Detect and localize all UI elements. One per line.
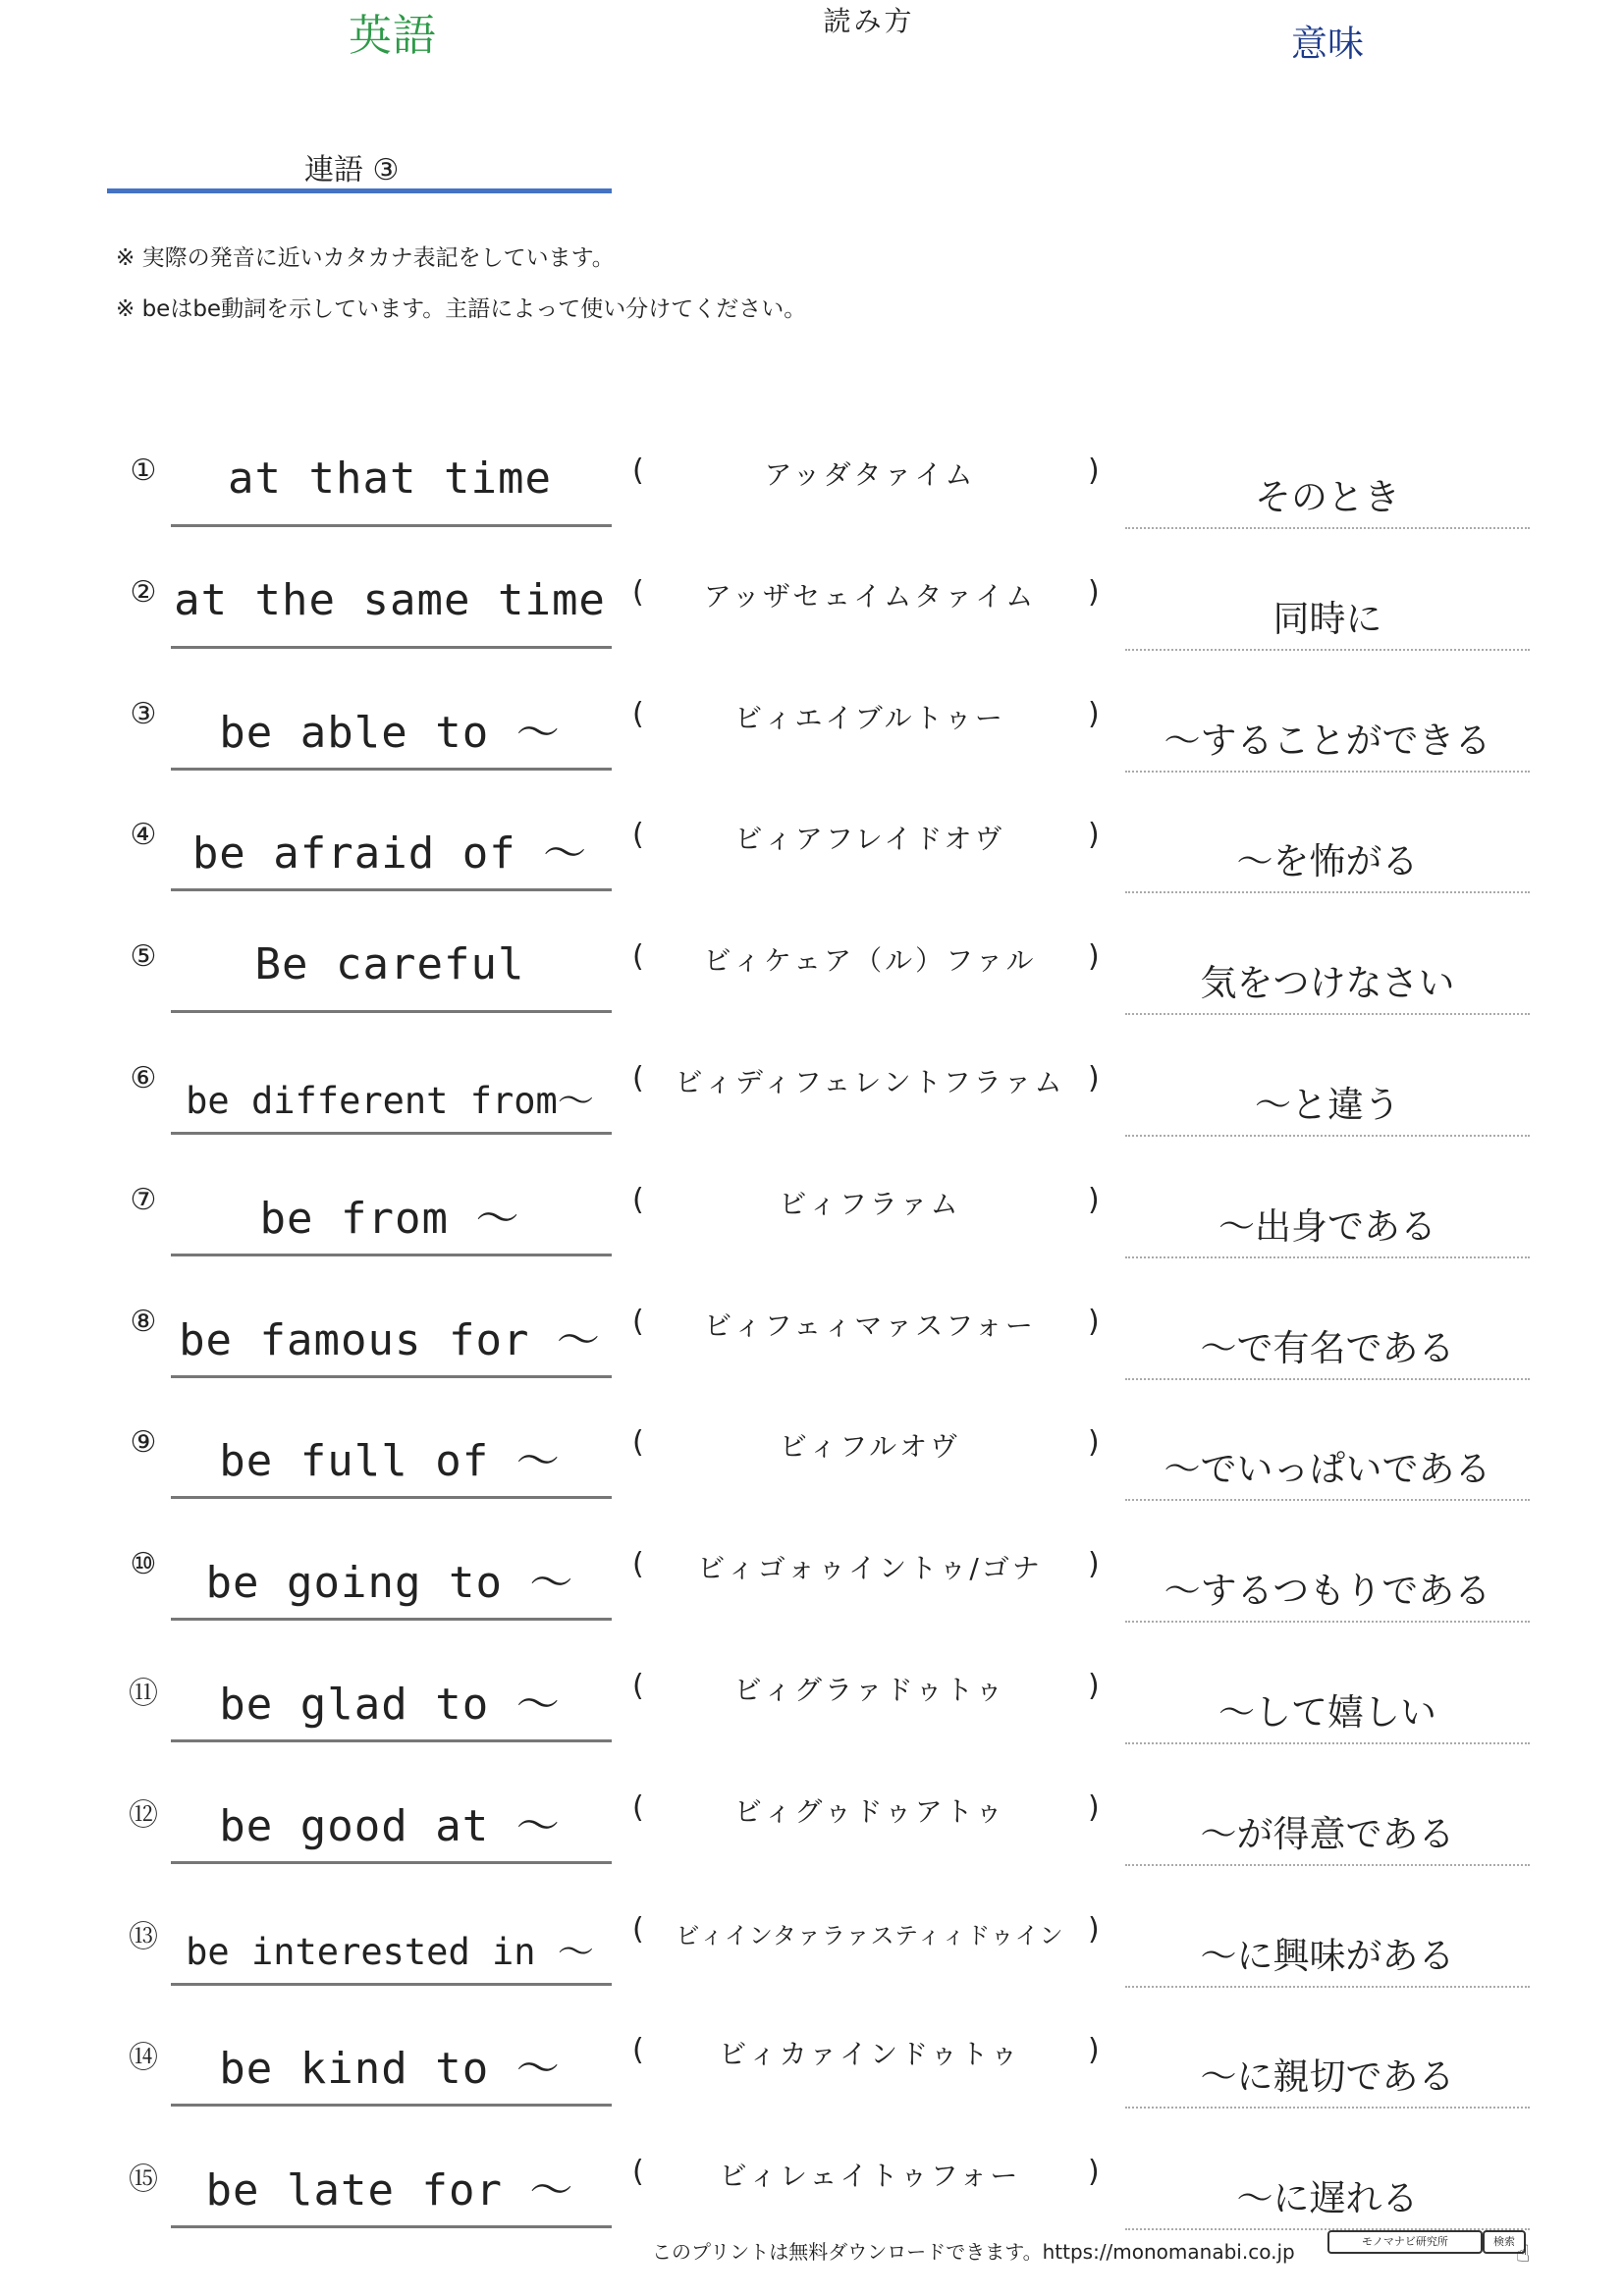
reading-text: ビィフルオヴ xyxy=(779,1430,961,1464)
meaning-dotted-line xyxy=(1125,1013,1530,1015)
open-paren: ( xyxy=(632,939,644,975)
title-underline xyxy=(107,188,612,193)
reading-text: ビィフェィマァスフォー xyxy=(704,1308,1036,1342)
english-underline xyxy=(171,1010,612,1013)
reading-text: ビィグゥドゥアトゥ xyxy=(733,1794,1006,1828)
meaning-dotted-line xyxy=(1125,2107,1530,2109)
meaning-dotted-line xyxy=(1125,1986,1530,1988)
english-underline xyxy=(171,1861,612,1864)
close-paren: ) xyxy=(1088,1182,1100,1217)
close-paren: ) xyxy=(1088,818,1100,853)
english-underline xyxy=(171,2225,612,2228)
hand-cursor-icon: ☝ xyxy=(1516,2240,1531,2268)
meaning-dotted-line xyxy=(1125,1864,1530,1866)
meaning-text: ～で有名である xyxy=(1200,1326,1455,1369)
vocab-row xyxy=(0,1912,1624,2034)
page-title: 連語 ③ xyxy=(304,153,400,187)
search-box: モノマナビ研究所 xyxy=(1327,2230,1483,2254)
english-phrase: be good at ～ xyxy=(219,1800,561,1851)
meaning-dotted-line xyxy=(1125,1742,1530,1744)
meaning-dotted-line xyxy=(1125,1621,1530,1623)
meaning-dotted-line xyxy=(1125,1378,1530,1380)
english-phrase: be afraid of ～ xyxy=(191,828,588,880)
english-underline xyxy=(171,888,612,891)
close-paren: ) xyxy=(1088,1547,1100,1582)
reading-text: ビィアフレイドオヴ xyxy=(734,823,1005,856)
close-paren: ) xyxy=(1088,696,1100,731)
reading-text: ビィグラァドゥトゥ xyxy=(733,1674,1006,1706)
open-paren: ( xyxy=(632,818,644,853)
row-number: ⑬ xyxy=(129,1919,158,1954)
english-phrase: be full of ～ xyxy=(219,1436,561,1487)
meaning-dotted-line xyxy=(1125,649,1530,651)
english-underline xyxy=(171,646,612,649)
meaning-dotted-line xyxy=(1125,527,1530,529)
row-number: ⑧ xyxy=(130,1304,157,1339)
vocab-row xyxy=(0,697,1624,819)
english-underline xyxy=(171,1983,612,1986)
vocab-row xyxy=(0,1061,1624,1183)
meaning-dotted-line xyxy=(1125,1256,1530,1258)
english-phrase: be late for ～ xyxy=(205,2165,574,2216)
meaning-text: ～出身である xyxy=(1218,1204,1436,1248)
english-phrase: be different from～ xyxy=(186,1080,594,1122)
row-number: ④ xyxy=(130,818,157,853)
row-number: ⑩ xyxy=(130,1547,157,1582)
close-paren: ) xyxy=(1088,574,1100,610)
meaning-text: ～でいっぱいである xyxy=(1164,1448,1491,1491)
open-paren: ( xyxy=(632,1547,644,1582)
english-underline xyxy=(171,1132,612,1135)
english-underline xyxy=(171,2104,612,2107)
meaning-text: そのとき xyxy=(1255,476,1400,518)
open-paren: ( xyxy=(632,1182,644,1217)
header-meaning: 意味 xyxy=(1291,23,1364,65)
reading-text: ビィレェイトゥフォー xyxy=(719,2160,1021,2193)
english-phrase: Be careful xyxy=(254,939,525,990)
meaning-text: 気をつけなさい xyxy=(1200,962,1455,1005)
english-phrase: be glad to ～ xyxy=(219,1680,561,1730)
close-paren: ) xyxy=(1088,1425,1100,1461)
row-number: ⑥ xyxy=(130,1061,157,1095)
close-paren: ) xyxy=(1088,454,1100,488)
vocab-row xyxy=(0,1183,1624,1305)
vocab-row xyxy=(0,1669,1624,1790)
english-phrase: be able to ～ xyxy=(219,707,561,758)
meaning-dotted-line xyxy=(1125,891,1530,893)
open-paren: ( xyxy=(632,1304,644,1339)
open-paren: ( xyxy=(632,2155,644,2190)
row-number: ⑨ xyxy=(130,1425,157,1461)
meaning-text: ～するつもりである xyxy=(1164,1570,1491,1613)
vocab-row xyxy=(0,1425,1624,1547)
english-underline xyxy=(171,1618,612,1621)
row-number: ③ xyxy=(130,696,157,731)
english-phrase: be kind to ～ xyxy=(219,2044,561,2095)
english-phrase: be famous for ～ xyxy=(179,1314,601,1365)
header-english: 英語 xyxy=(349,11,437,61)
meaning-dotted-line xyxy=(1125,1135,1530,1137)
reading-text: アッダタァイム xyxy=(764,458,976,491)
close-paren: ) xyxy=(1088,2155,1100,2190)
vocab-row xyxy=(0,2033,1624,2155)
open-paren: ( xyxy=(632,696,644,731)
row-number: ⑦ xyxy=(130,1182,157,1217)
reading-text: ビィゴォゥイントゥ/ゴナ xyxy=(697,1552,1043,1585)
close-paren: ) xyxy=(1088,1304,1100,1339)
reading-text: ビィフラァム xyxy=(779,1187,961,1220)
header-reading: 読み方 xyxy=(823,5,915,37)
meaning-dotted-line xyxy=(1125,771,1530,773)
row-number: ⑤ xyxy=(130,939,157,975)
close-paren: ) xyxy=(1088,1061,1100,1095)
english-phrase: be going to ～ xyxy=(205,1558,574,1609)
row-number: ⑭ xyxy=(129,2041,158,2076)
meaning-text: ～に興味がある xyxy=(1200,1934,1455,1977)
meaning-text: ～と違う xyxy=(1255,1084,1400,1126)
footer-text: このプリントは無料ダウンロードできます。https://monomanabi.co.jp xyxy=(652,2240,1295,2264)
reading-text: ビィインタァラァスティィドゥイン xyxy=(676,1921,1064,1949)
meaning-text: ～に遅れる xyxy=(1236,2177,1419,2220)
close-paren: ) xyxy=(1088,939,1100,975)
meaning-text: ～に親切である xyxy=(1200,2056,1455,2099)
note-2: ※ beはbe動詞を示しています。主語によって使い分けてください。 xyxy=(116,296,807,322)
reading-text: ビィディフェレントフラァム xyxy=(675,1066,1065,1098)
open-paren: ( xyxy=(632,2033,644,2068)
vocab-row xyxy=(0,575,1624,697)
vocab-row xyxy=(0,1547,1624,1669)
open-paren: ( xyxy=(632,574,644,610)
meaning-text: ～することができる xyxy=(1164,719,1491,762)
row-number: ⑫ xyxy=(129,1797,158,1833)
english-underline xyxy=(171,1496,612,1499)
close-paren: ) xyxy=(1088,1911,1100,1947)
close-paren: ) xyxy=(1088,1789,1100,1825)
open-paren: ( xyxy=(632,1061,644,1095)
open-paren: ( xyxy=(632,1911,644,1947)
open-paren: ( xyxy=(632,1669,644,1703)
reading-text: アッザセェイムタァイム xyxy=(703,579,1037,613)
english-phrase: at that time xyxy=(228,454,552,504)
english-underline xyxy=(171,1739,612,1742)
meaning-dotted-line xyxy=(1125,1499,1530,1501)
vocab-row xyxy=(0,939,1624,1061)
english-underline xyxy=(171,1375,612,1378)
vocab-row xyxy=(0,818,1624,939)
english-phrase: at the same time xyxy=(174,574,606,625)
english-phrase: be from ～ xyxy=(259,1193,520,1244)
meaning-text: ～を怖がる xyxy=(1236,840,1419,883)
row-number: ① xyxy=(130,454,157,488)
note-1: ※ 実際の発音に近いカタカナ表記をしています。 xyxy=(116,245,615,271)
reading-text: ビィカァインドゥトゥ xyxy=(719,2038,1021,2071)
meaning-text: ～して嬉しい xyxy=(1218,1691,1436,1734)
open-paren: ( xyxy=(632,1789,644,1825)
english-phrase: be interested in ～ xyxy=(186,1930,594,1973)
meaning-text: ～が得意である xyxy=(1200,1812,1455,1855)
reading-text: ビィエイブルトゥー xyxy=(734,701,1005,734)
vocab-row xyxy=(0,454,1624,575)
meaning-text: 同時に xyxy=(1272,597,1382,640)
close-paren: ) xyxy=(1088,1669,1100,1703)
english-underline xyxy=(171,524,612,527)
row-number: ⑪ xyxy=(129,1677,158,1711)
row-number: ⑮ xyxy=(129,2163,158,2198)
english-underline xyxy=(171,1254,612,1256)
english-underline xyxy=(171,768,612,771)
open-paren: ( xyxy=(632,454,644,488)
open-paren: ( xyxy=(632,1425,644,1461)
row-number: ② xyxy=(130,574,157,610)
close-paren: ) xyxy=(1088,2033,1100,2068)
vocab-row xyxy=(0,1790,1624,1912)
reading-text: ビィケェア（ル）ファル xyxy=(703,944,1037,978)
vocab-row xyxy=(0,1305,1624,1426)
search-button: 検索 xyxy=(1483,2230,1526,2254)
